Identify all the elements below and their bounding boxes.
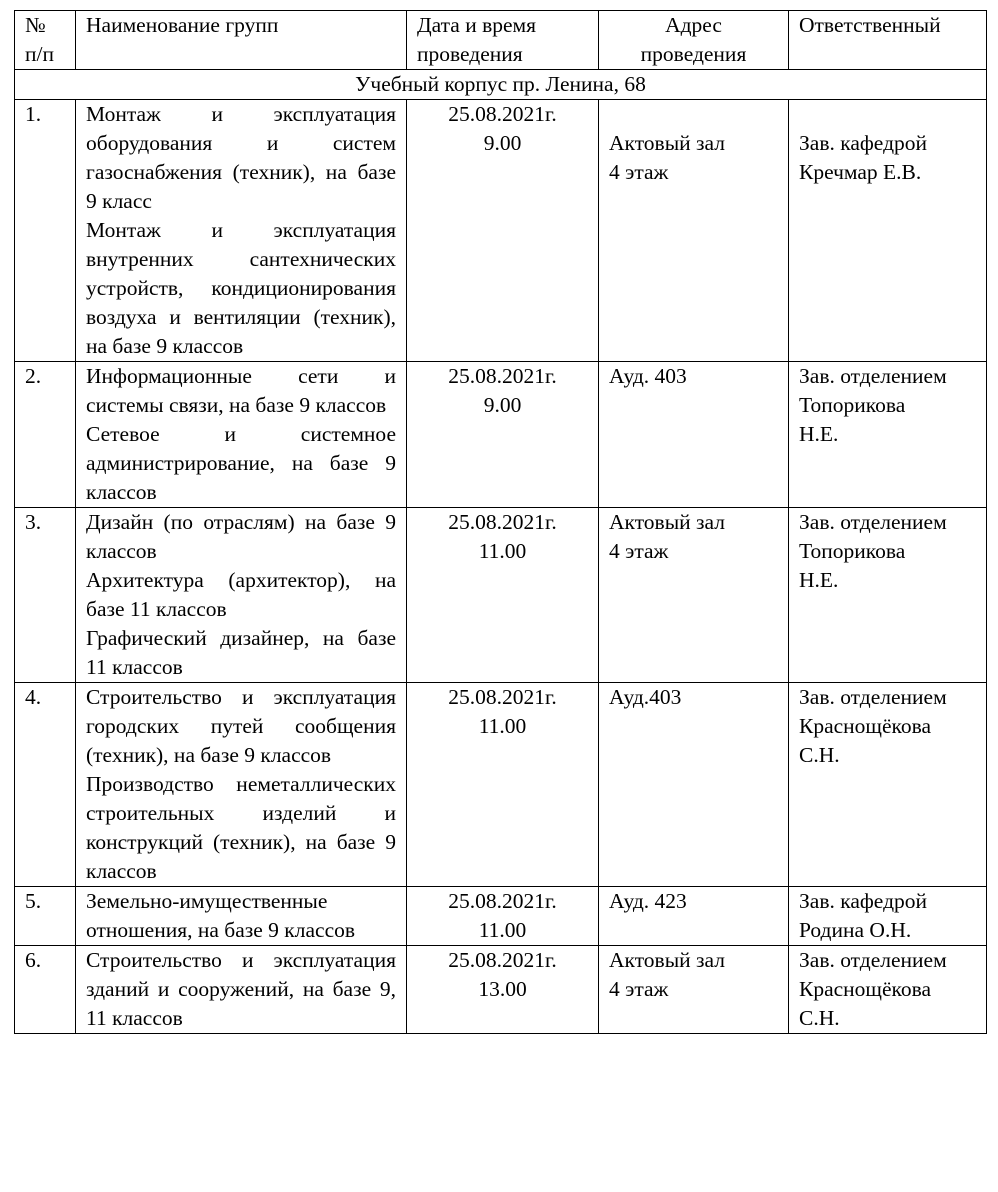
row-num: 1. xyxy=(15,100,76,362)
date-text: 25.08.2021г. xyxy=(448,510,557,534)
row-groups xyxy=(76,508,407,683)
row-responsible xyxy=(789,887,987,946)
table-row xyxy=(15,946,987,1034)
address-line: Ауд.403 xyxy=(609,685,682,709)
responsible-line: С.Н. xyxy=(799,1006,840,1030)
address-line: Актовый зал xyxy=(609,131,725,155)
section-row xyxy=(15,70,987,100)
row-date xyxy=(407,100,599,362)
row-address xyxy=(599,362,789,508)
responsible-line: Кречмар Е.В. xyxy=(799,160,922,184)
header-date xyxy=(407,11,599,70)
row-date xyxy=(407,508,599,683)
address-line: 4 этаж xyxy=(609,977,669,1001)
header-num-line-1: № xyxy=(25,13,46,37)
row-responsible xyxy=(789,362,987,508)
row-date xyxy=(407,887,599,946)
row-groups xyxy=(76,362,407,508)
time-text: 9.00 xyxy=(483,393,522,417)
group-name: Производство неметаллических строительных изделий и конструкций (техник), на базе 9 классов xyxy=(86,772,396,883)
responsible-line: Топорикова xyxy=(799,539,906,563)
responsible-line: Н.Е. xyxy=(799,422,839,446)
group-name: Архитектура (архитектор), на базе 11 классов xyxy=(86,568,396,621)
table-row xyxy=(15,683,987,887)
responsible-line: Зав. кафедрой xyxy=(799,889,928,913)
header-num-line-2: п/п xyxy=(25,42,54,66)
date-text: 25.08.2021г. xyxy=(448,685,557,709)
header-date-line-2: проведения xyxy=(417,42,523,66)
row-address xyxy=(599,887,789,946)
row-responsible xyxy=(789,946,987,1034)
header-address xyxy=(599,11,789,70)
group-name: Монтаж и эксплуатация оборудования и систем газоснабжения (техник), на базе 9 класс xyxy=(86,102,396,213)
row-groups xyxy=(76,100,407,362)
responsible-line: Краснощёкова xyxy=(799,714,932,738)
row-responsible xyxy=(789,508,987,683)
group-name: Сетевое и системное администрирование, на базе 9 классов xyxy=(86,422,396,504)
row-groups xyxy=(76,887,407,946)
row-address xyxy=(599,946,789,1034)
row-groups xyxy=(76,683,407,887)
row-responsible xyxy=(789,100,987,362)
document-page xyxy=(14,10,986,1034)
responsible-line: Н.Е. xyxy=(799,568,839,592)
group-name: Графический дизайнер, на базе 11 классов xyxy=(86,626,396,679)
header-responsible xyxy=(789,11,987,70)
date-text: 25.08.2021г. xyxy=(448,948,557,972)
responsible-line: Зав. отделением xyxy=(799,948,947,972)
address-line: 4 этаж xyxy=(609,160,669,184)
responsible-line: Зав. отделением xyxy=(799,364,947,388)
time-text: 9.00 xyxy=(483,131,522,155)
table-row xyxy=(15,508,987,683)
schedule-table xyxy=(14,10,987,1034)
row-num: 3. xyxy=(15,508,76,683)
address-line: 4 этаж xyxy=(609,539,669,563)
time-text: 11.00 xyxy=(478,918,527,942)
responsible-line: Зав. отделением xyxy=(799,510,947,534)
table-header-row xyxy=(15,11,987,70)
header-date-line-1: Дата и время xyxy=(417,13,537,37)
group-name: Информационные сети и системы связи, на базе 9 классов xyxy=(86,364,396,417)
header-num xyxy=(15,11,76,70)
table-row xyxy=(15,100,987,362)
row-num: 5. xyxy=(15,887,76,946)
responsible-line: Зав. кафедрой xyxy=(799,131,928,155)
group-name: Дизайн (по отраслям) на базе 9 классов xyxy=(86,510,396,563)
responsible-line: Родина О.Н. xyxy=(799,918,912,942)
date-text: 25.08.2021г. xyxy=(448,364,557,388)
row-num: 4. xyxy=(15,683,76,887)
address-line: Ауд. 423 xyxy=(609,889,687,913)
time-text: 13.00 xyxy=(478,977,527,1001)
table-row xyxy=(15,887,987,946)
responsible-line: С.Н. xyxy=(799,743,840,767)
row-date xyxy=(407,362,599,508)
group-name: Монтаж и эксплуатация внутренних сантехнических устройств, кондиционирования воздуха и вентиляции (техник), на базе 9 классов xyxy=(86,218,396,358)
row-address xyxy=(599,683,789,887)
header-responsible-text: Ответственный xyxy=(799,13,941,37)
group-name: Земельно-имущественные отношения, на базе 9 классов xyxy=(86,889,356,942)
address-line: Актовый зал xyxy=(609,948,725,972)
row-num: 2. xyxy=(15,362,76,508)
date-text: 25.08.2021г. xyxy=(448,889,557,913)
row-address xyxy=(599,508,789,683)
table-row xyxy=(15,362,987,508)
row-date xyxy=(407,683,599,887)
date-text: 25.08.2021г. xyxy=(448,102,557,126)
header-name xyxy=(76,11,407,70)
group-name: Строительство и эксплуатация городских путей сообщения (техник), на базе 9 классов xyxy=(86,685,396,767)
header-name-text: Наименование групп xyxy=(86,13,279,37)
header-address-line-1: Адрес xyxy=(665,13,722,37)
row-date xyxy=(407,946,599,1034)
time-text: 11.00 xyxy=(478,714,527,738)
row-groups xyxy=(76,946,407,1034)
row-address xyxy=(599,100,789,362)
responsible-line: Зав. отделением xyxy=(799,685,947,709)
address-line: Ауд. 403 xyxy=(609,364,687,388)
responsible-line: Топорикова xyxy=(799,393,906,417)
section-title: Учебный корпус пр. Ленина, 68 xyxy=(15,70,987,100)
responsible-line: Краснощёкова xyxy=(799,977,932,1001)
row-responsible xyxy=(789,683,987,887)
row-num: 6. xyxy=(15,946,76,1034)
header-address-line-2: проведения xyxy=(640,42,747,66)
time-text: 11.00 xyxy=(478,539,527,563)
address-line: Актовый зал xyxy=(609,510,725,534)
group-name: Строительство и эксплуатация зданий и сооружений, на базе 9, 11 классов xyxy=(86,948,396,1030)
